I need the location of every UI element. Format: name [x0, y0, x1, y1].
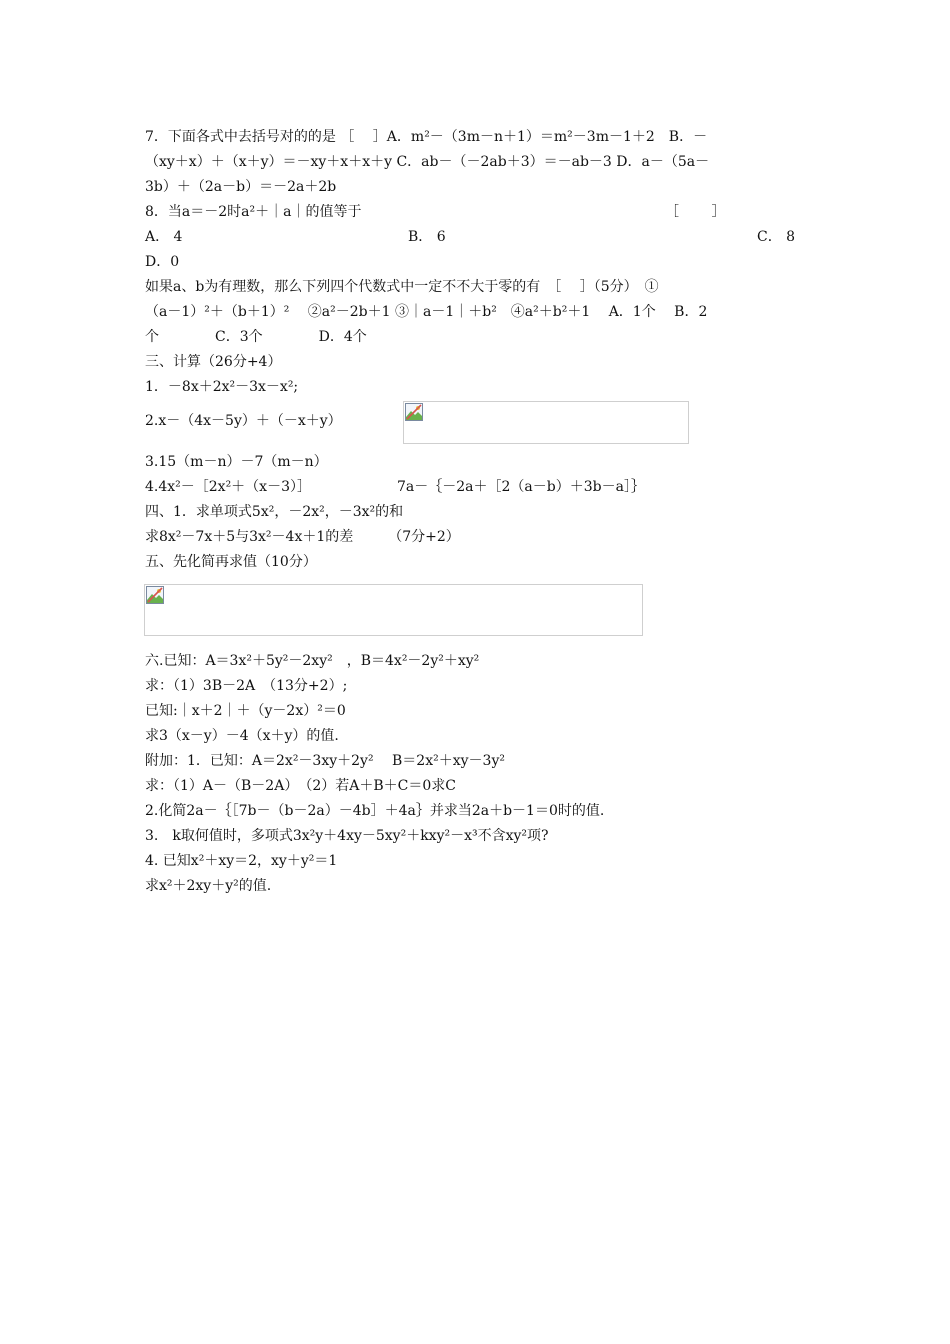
q7-line2: （xy＋x）＋（x＋y）＝－xy＋x＋x＋y C．ab－（－2ab＋3）＝－ab－3 D．a－（5a－ [145, 154, 710, 170]
broken-image [403, 401, 689, 444]
broken-image [144, 584, 643, 636]
q8-option-b: B． 6 [408, 229, 446, 245]
broken-image-icon [405, 403, 423, 421]
section4-line1: 四、1．求单项式5x²，－2x²，－3x²的和 [145, 504, 404, 520]
q8-option-a: A． 4 [145, 229, 183, 245]
bonus-line6: 求x²＋2xy＋y²的值. [145, 878, 272, 894]
section3-problem3: 3.15（m－n）－7（m－n） [145, 454, 328, 470]
section5-title: 五、先化简再求值（10分） [145, 554, 317, 570]
q7-line1: 7．下面各式中去括号对的的是 ［ ］A．m²－（3m－n＋1）＝m²－3m－1＋2 B．－ [145, 129, 708, 145]
q9-line3: 个 C．3个 D．4个 [145, 329, 367, 345]
section3-title: 三、计算（26分+4） [145, 354, 282, 370]
section3-problem1: 1．－8x＋2x²－3x－x²; [145, 379, 299, 395]
section4-line2: 求8x²－7x＋5与3x²－4x＋1的差 （7分+2） [145, 529, 460, 545]
section6-line4: 求3（x－y）－4（x＋y）的值. [145, 728, 339, 744]
q9-line2: （a－1）²＋（b＋1）² ②a²－2b＋1 ③｜a－1｜＋b² ④a²＋b²＋1 A．1个 B．2 [145, 304, 708, 320]
q8-option-c: C． 8 [757, 229, 796, 245]
section3-problem4b: 7a－｛－2a＋［2（a－b）＋3b－a］｝ [397, 479, 645, 495]
q8-bracket: ［ ］ [665, 204, 726, 220]
q8-option-d: D．0 [145, 254, 180, 270]
section6-line1: 六.已知：A＝3x²＋5y²－2xy² ，B＝4x²－2y²＋xy² [145, 653, 480, 669]
bonus-line1: 附加：1．已知：A＝2x²－3xy＋2y² B＝2x²＋xy－3y² [145, 753, 505, 769]
bonus-line3: 2.化简2a－｛［7b－（b－2a）－4b］＋4a｝并求当2a＋b－1＝0时的值. [145, 803, 605, 819]
broken-image-icon [146, 586, 164, 604]
bonus-line5: 4. 已知x²＋xy＝2，xy＋y²＝1 [145, 853, 338, 869]
q7-line3: 3b）＋（2a－b）＝－2a＋2b [145, 179, 337, 195]
q9-line1: 如果a、b为有理数，那么下列四个代数式中一定不不大于零的有 ［ ］（5分） ① [145, 279, 659, 295]
section6-line2: 求：（1）3B－2A （13分+2）; [145, 678, 348, 694]
bonus-line4: 3. k取何值时，多项式3x²y＋4xy－5xy²＋kxy²－x³不含xy²项? [145, 828, 549, 844]
section6-line3: 已知:｜x＋2｜＋（y－2x）²＝0 [145, 703, 346, 719]
section3-problem4a: 4.4x²－［2x²＋（x－3）］ [145, 479, 311, 495]
q8-stem: 8．当a＝－2时a²＋｜a｜的值等于 [145, 204, 362, 220]
bonus-line2: 求：（1）A－（B－2A） （2）若A＋B＋C＝0求C [145, 778, 456, 794]
section3-problem2: 2.x－（4x－5y）＋（－x＋y） [145, 413, 342, 429]
